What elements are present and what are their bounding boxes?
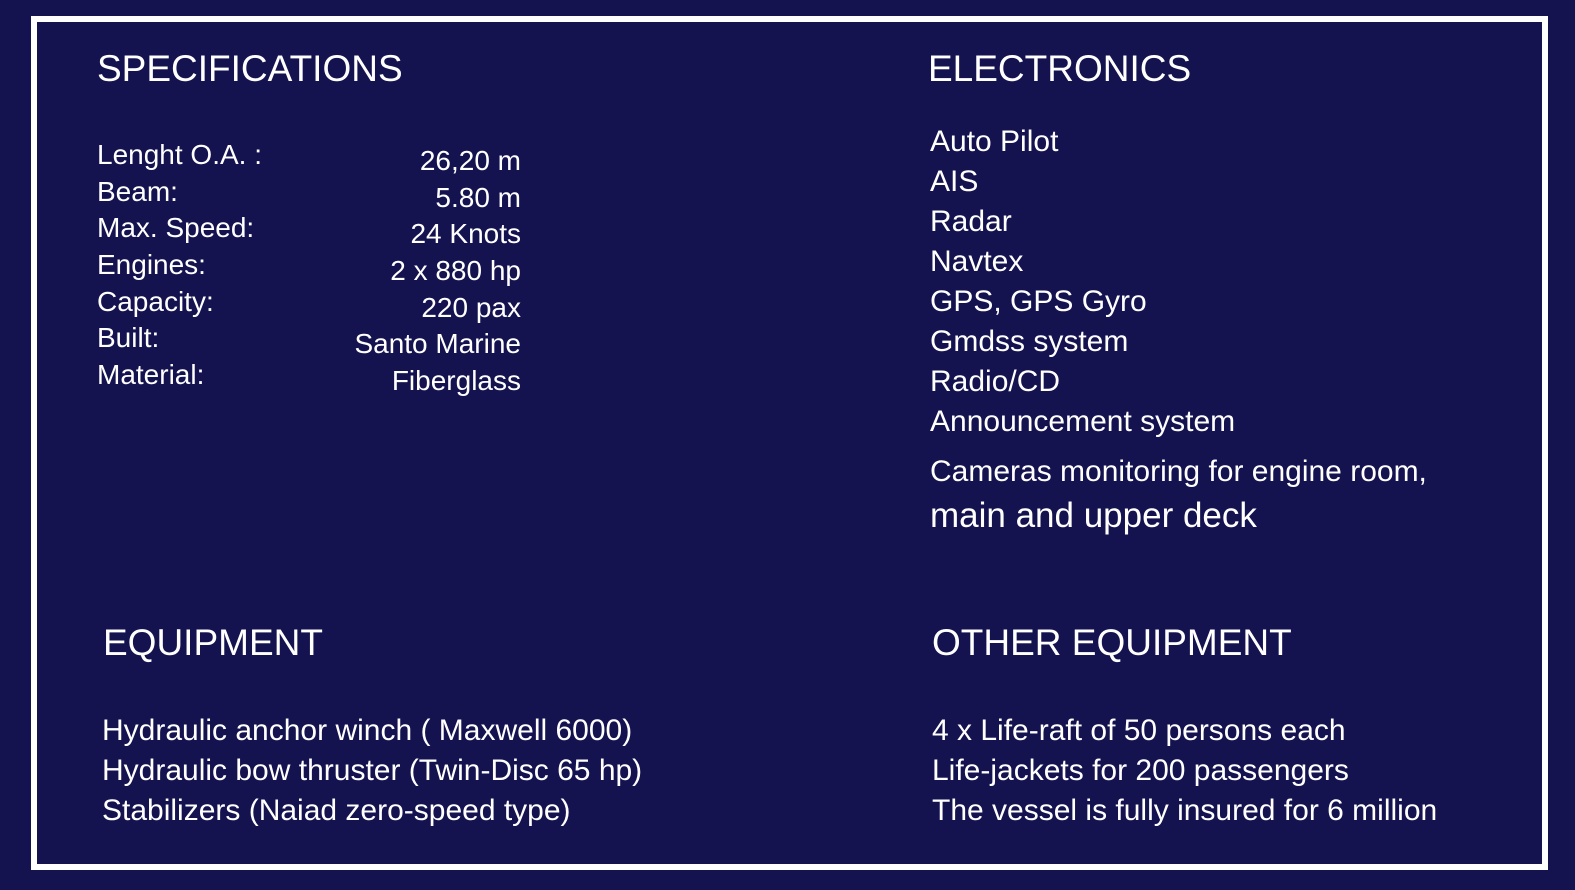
specifications-heading: SPECIFICATIONS: [97, 48, 403, 89]
list-item: Gmdss system: [930, 325, 1129, 358]
list-item: 4 x Life-raft of 50 persons each: [932, 714, 1346, 747]
list-item: The vessel is fully insured for 6 million: [932, 794, 1438, 827]
equipment-heading: EQUIPMENT: [103, 622, 323, 663]
other-equipment-list: [932, 711, 1437, 831]
spec-row-built: [97, 322, 521, 359]
spec-value: 220 pax: [421, 291, 521, 323]
spec-row-engines: [97, 249, 521, 286]
list-item: Navtex: [930, 245, 1024, 278]
specifications-table: [97, 139, 521, 396]
spec-label: Engines:: [97, 249, 206, 281]
spec-value: 24 Knots: [410, 218, 521, 250]
list-item: Radio/CD: [930, 365, 1061, 398]
spec-label: Capacity:: [97, 285, 214, 317]
list-item: Radar: [930, 205, 1012, 238]
spec-value: 5.80 m: [435, 181, 521, 213]
spec-value: 2 x 880 hp: [390, 255, 521, 287]
spec-label: Max. Speed:: [97, 212, 255, 244]
list-item: Life-jackets for 200 passengers: [932, 754, 1349, 787]
electronics-list: [930, 122, 1427, 540]
list-item: Hydraulic bow thruster (Twin-Disc 65 hp): [102, 754, 643, 787]
other-equipment-heading: OTHER EQUIPMENT: [932, 622, 1292, 663]
spec-label: Material:: [97, 359, 205, 391]
spec-value: Santo Marine: [354, 328, 521, 360]
list-item: Auto Pilot: [930, 125, 1059, 158]
spec-value: 26,20 m: [419, 145, 521, 176]
list-item: AIS: [930, 165, 979, 198]
spec-label: Lenght O.A. :: [97, 139, 262, 170]
electronics-heading: ELECTRONICS: [928, 48, 1192, 89]
spec-value: Fiberglass: [391, 365, 521, 397]
spec-row-max-speed: [97, 212, 521, 249]
equipment-list: [102, 711, 642, 831]
list-item: Announcement system: [930, 405, 1236, 438]
list-item: GPS, GPS Gyro: [930, 285, 1147, 318]
list-item: Stabilizers (Naiad zero-speed type): [102, 794, 571, 827]
spec-label: Beam:: [97, 175, 178, 207]
spec-row-capacity: [97, 286, 521, 323]
spec-row-beam: [97, 176, 521, 213]
list-item: main and upper deck: [930, 496, 1257, 535]
spec-row-length: [97, 139, 521, 176]
spec-label: Built:: [97, 322, 160, 354]
list-item: Cameras monitoring for engine room,: [930, 455, 1427, 488]
list-item: Hydraulic anchor winch ( Maxwell 6000): [102, 714, 633, 747]
spec-row-material: [97, 359, 521, 396]
